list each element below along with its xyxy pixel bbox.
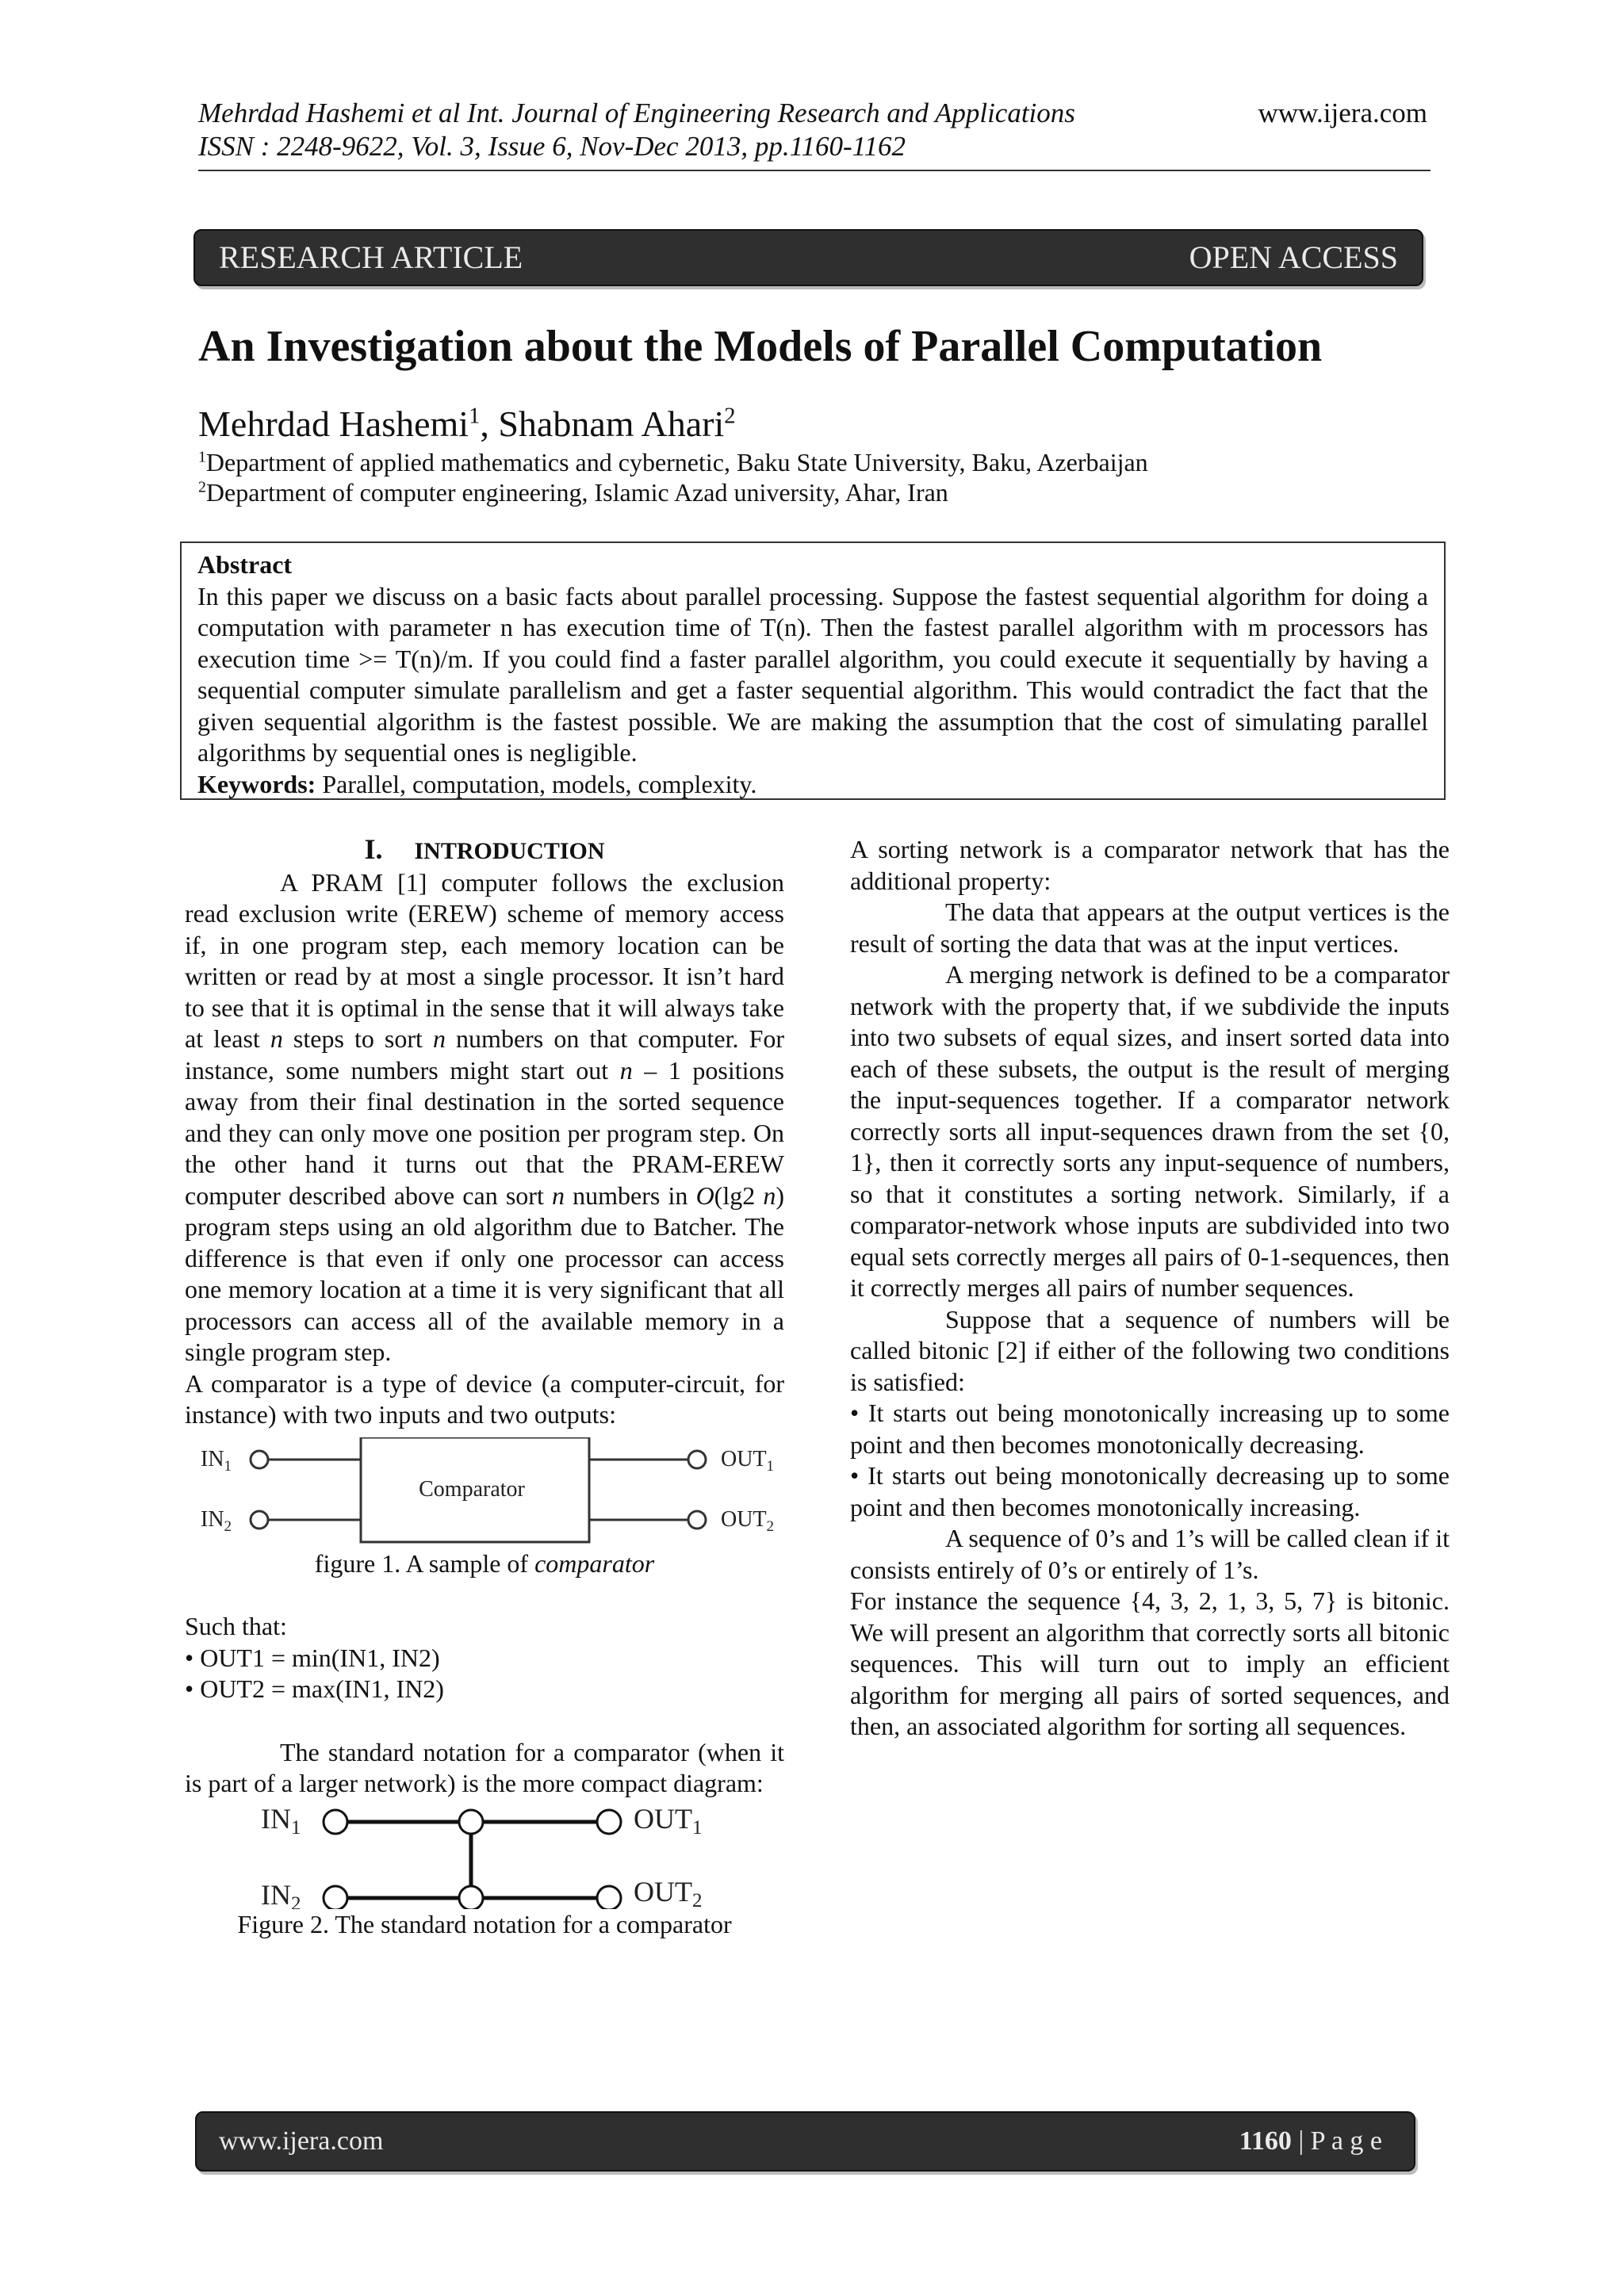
author-list	[198, 403, 736, 445]
bullet-out1: • OUT1 = min(IN1, IN2)	[185, 1643, 440, 1672]
section-heading	[185, 834, 784, 867]
bitonic-example-paragraph: For instance the sequence {4, 3, 2, 1, 3, 5, 7} is bitonic. We will present an algorithm that correctly sorts all bitonic sequences. This will turn out to imply an efficient algorithm for merging all pairs of sorted sequences, and then, an associated algorithm for sorting all sequences.	[850, 1586, 1450, 1740]
sorting-property-paragraph: The data that appears at the output vertices is the result of sorting the data that was at the input vertices.	[850, 897, 1450, 958]
figure-1-comparator-diagram	[185, 1437, 784, 1548]
fig2-in2-label: IN2	[261, 1878, 301, 1909]
section-title: INTRODUCTION	[414, 838, 605, 864]
paper-title: An Investigation about the Models of Parallel Computation	[198, 322, 1323, 371]
such-that-label: Such that:	[185, 1612, 287, 1640]
author-name: Mehrdad Hashemi	[198, 404, 469, 444]
text-run: steps to sort	[282, 1024, 433, 1053]
bitonic-condition-2: • It starts out being monotonically decreasing up to some point and then becomes monotonically increasing.	[850, 1461, 1450, 1521]
text-run: numbers on that computer. For instance, some numbers might start out	[185, 1024, 785, 1085]
abstract-text: In this paper we discuss on a basic facts about parallel processing. Suppose the fastest sequential algorithm for doing a computation with parameter n has execution time of T(n). Then the fastest parallel algorithm with m processors has execution time >= T(n)/m. If you could find a faster parallel algorithm, you could execute it sequentially by having a sequential computer simulate parallelism and get a faster sequential algorithm. This would contradict the fact that the given sequential algorithm is the fastest possible. We are making the assumption that the cost of simulating parallel algorithms by sequential ones is negligible.	[197, 581, 1428, 767]
journal-website[interactable]: www.ijera.com	[1258, 98, 1427, 128]
clean-sequence-paragraph: A sequence of 0’s and 1’s will be called clean if it consists entirely of 0’s or entirely of 1’s.	[850, 1524, 1450, 1584]
page-footer	[195, 2111, 1415, 2172]
fig1-out2-node	[688, 1511, 706, 1529]
fig2-out1-node	[597, 1810, 621, 1834]
text-run: (lg2	[714, 1181, 764, 1210]
caption-text: figure 1. A sample of	[314, 1548, 535, 1578]
math-var: n	[763, 1181, 776, 1210]
math-var: n	[270, 1024, 283, 1053]
fig2-in2-node	[324, 1886, 347, 1909]
fig1-in1-label: $IN_1$	[201, 1446, 232, 1475]
fig1-out1-node	[688, 1451, 706, 1468]
issn-line: ISSN : 2248-9622, Vol. 3, Issue 6, Nov-Dec 2013, pp.1160-1162	[198, 131, 906, 162]
research-article-label: RESEARCH ARTICLE	[219, 239, 523, 275]
fig2-out2-label: OUT2	[634, 1875, 703, 1909]
open-access-label: OPEN ACCESS	[1189, 239, 1398, 275]
keywords-text: Parallel, computation, models, complexity.	[316, 769, 757, 798]
fig2-junction-bottom	[459, 1886, 483, 1909]
affiliation	[198, 448, 1148, 477]
math-var: n	[552, 1181, 565, 1210]
author-affiliation-mark: 1	[469, 404, 481, 429]
affiliation	[198, 478, 948, 507]
text-run: A PRAM [1] computer follows the exclusion read exclusion write (EREW) scheme of memory access if, in one program step, each memory location can be written or read by at most a single processor. It isn’t hard to see that it is optimal in the sense that it will always take at least	[185, 867, 784, 1053]
fig2-in1-node	[324, 1810, 347, 1834]
section-number: I.	[364, 833, 383, 865]
abstract-box	[180, 541, 1446, 800]
bullet-out2: • OUT2 = max(IN1, IN2)	[185, 1674, 444, 1703]
text-run: numbers in	[565, 1181, 696, 1210]
fig2-in1-label: IN1	[261, 1802, 301, 1839]
fig2-junction-top	[459, 1810, 483, 1834]
author-separator: ,	[480, 404, 499, 444]
math-var: O	[695, 1181, 714, 1210]
abstract-heading: Abstract	[197, 550, 293, 579]
article-type-banner	[193, 229, 1423, 286]
caption-emphasis: comparator	[534, 1548, 655, 1578]
fig2-out2-node	[597, 1886, 621, 1909]
fig1-in2-label: $IN_2$	[201, 1506, 232, 1535]
comparator-paragraph: A comparator is a type of device (a computer-circuit, for instance) with two inputs and two outputs:	[185, 1368, 784, 1429]
notation-paragraph: The standard notation for a comparator (when it is part of a larger network) is the more compact diagram:	[185, 1737, 784, 1797]
comparator-box-label: Comparator	[419, 1476, 525, 1502]
affiliation-text: Department of applied mathematics and cybernetic, Baku State University, Baku, Azerbaijan	[205, 448, 1148, 476]
figure-2-standard-notation	[185, 1790, 784, 1909]
text-run: – 1 positions away from their final destination in the sorted sequence and they can only move one position per program step. On the other hand it turns out that the PRAM-EREW computer described above can sort	[185, 1055, 785, 1210]
header-divider	[198, 170, 1431, 171]
page-label: | P a g e	[1291, 2126, 1382, 2156]
left-column	[185, 834, 784, 1940]
math-var: n	[433, 1024, 446, 1053]
math-var: n	[619, 1055, 633, 1085]
author-affiliation-mark: 2	[724, 404, 736, 429]
running-header	[198, 97, 1427, 163]
fig1-out1-label: $OUT_1$	[721, 1446, 775, 1475]
journal-line: Mehrdad Hashemi et al Int. Journal of Engineering Research and Applications	[198, 98, 1075, 128]
sorting-network-paragraph: A sorting network is a comparator network that has the additional property:	[850, 835, 1450, 895]
author-name: Shabnam Ahari	[498, 404, 725, 444]
page-number	[1239, 2113, 1382, 2170]
right-column	[850, 834, 1450, 1743]
merging-network-paragraph: A merging network is defined to be a comparator network with the property that, if we subdivide the inputs into two subsets of equal sizes, and insert sorted data into each of these subsets, the output is the result of merging the input-sequences together. If a comparator network correctly sorts all input-sequences drawn from the set {0, 1}, then it correctly sorts any input-sequence of numbers, so that it constitutes a sorting network. Similarly, if a comparator-network whose inputs are subdivided into two equal sets correctly merges all pairs of 0-1-sequences, then it correctly merges all pairs of number sequences.	[850, 960, 1450, 1302]
fig2-out1-label: OUT1	[634, 1802, 703, 1839]
fig1-in1-node	[251, 1451, 268, 1468]
figure-2-caption: Figure 2. The standard notation for a comparator	[237, 1909, 732, 1938]
intro-paragraph	[185, 867, 784, 1368]
figure-1-caption	[185, 1548, 784, 1580]
bitonic-condition-1: • It starts out being monotonically increasing up to some point and then becomes monotonically decreasing.	[850, 1399, 1450, 1459]
fig1-out2-label: $OUT_2$	[721, 1506, 775, 1535]
fig1-in2-node	[251, 1511, 268, 1529]
affiliation-text: Department of computer engineering, Islamic Azad university, Ahar, Iran	[205, 478, 948, 507]
affiliation-mark: 1	[198, 448, 206, 466]
page-number-value: 1160	[1239, 2126, 1292, 2156]
text-run: ) program steps using an old algorithm due to Batcher. The difference is that even if only one processor can access one memory location at a time it is very significant that all processors can access all of the available memory in a single program step.	[185, 1181, 785, 1366]
affiliation-mark: 2	[198, 478, 206, 496]
keywords-label: Keywords:	[197, 769, 316, 798]
bitonic-definition-paragraph: Suppose that a sequence of numbers will be called bitonic [2] if either of the following two conditions is satisfied:	[850, 1304, 1450, 1396]
footer-website[interactable]: www.ijera.com	[219, 2126, 384, 2156]
